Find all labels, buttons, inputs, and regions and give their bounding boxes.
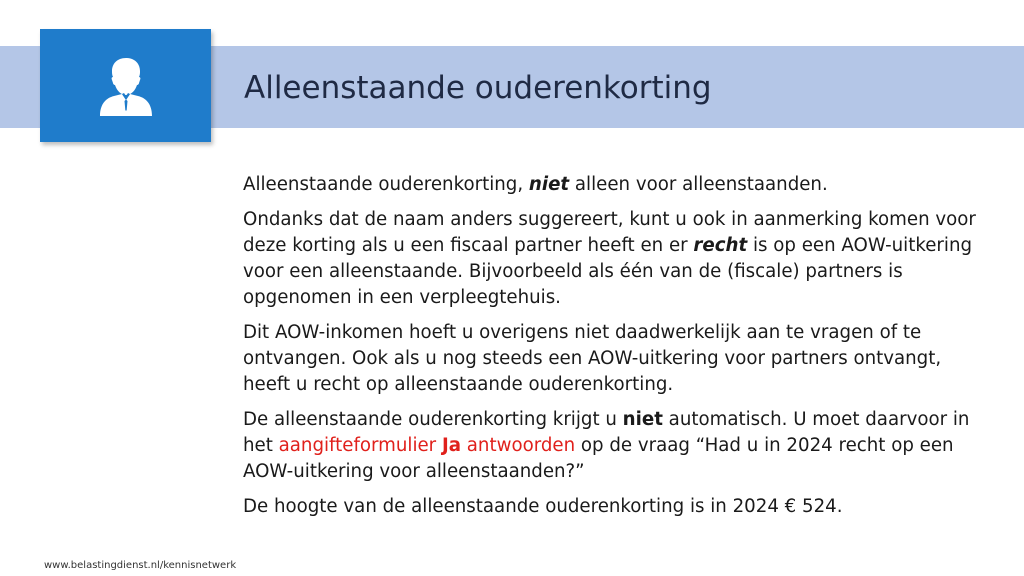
- content-body: [243, 172, 993, 529]
- paragraph-4: De alleenstaande ouderenkorting krijgt u niet automatisch. U moet daarvoor in het aangifteformulier Ja antwoorden op de vraag “Had u in 2024 recht op een AOW-uitkering voor alleenstaanden?”: [243, 409, 970, 482]
- person-business-icon: [94, 54, 158, 118]
- paragraph-2: Ondanks dat de naam anders suggereert, kunt u ook in aanmerking komen voor deze korting als u een fiscaal partner heeft en er recht is op een AOW-uitkering voor een alleenstaande. Bijvoorbeeld als één van de (fiscale) partners is opgenomen in een verpleegtehuis.: [243, 209, 976, 308]
- paragraph-5: De hoogte van de alleenstaande ouderenkorting is in 2024 € 524.: [243, 496, 843, 517]
- emphasis-niet: niet: [528, 174, 570, 195]
- page-title: Alleenstaande ouderenkorting: [244, 70, 712, 106]
- paragraph-3: Dit AOW-inkomen hoeft u overigens niet daadwerkelijk aan te vragen of te ontvangen. Ook als u nog steeds een AOW-uitkering voor partners ontvangt, heeft u recht op alleenstaande ouderenkorting.: [243, 322, 942, 395]
- highlight-antwoorden: antwoorden: [461, 435, 576, 456]
- icon-box: [40, 29, 211, 142]
- footer-url: www.belastingdienst.nl/kennisnetwerk: [44, 560, 237, 571]
- emphasis-recht: recht: [693, 235, 748, 256]
- highlight-ja: Ja: [441, 435, 461, 456]
- strong-niet: niet: [622, 409, 663, 430]
- highlight-aangifteformulier: aangifteformulier: [278, 435, 442, 456]
- paragraph-1: Alleenstaande ouderenkorting, niet alleen voor alleenstaanden.: [243, 174, 828, 195]
